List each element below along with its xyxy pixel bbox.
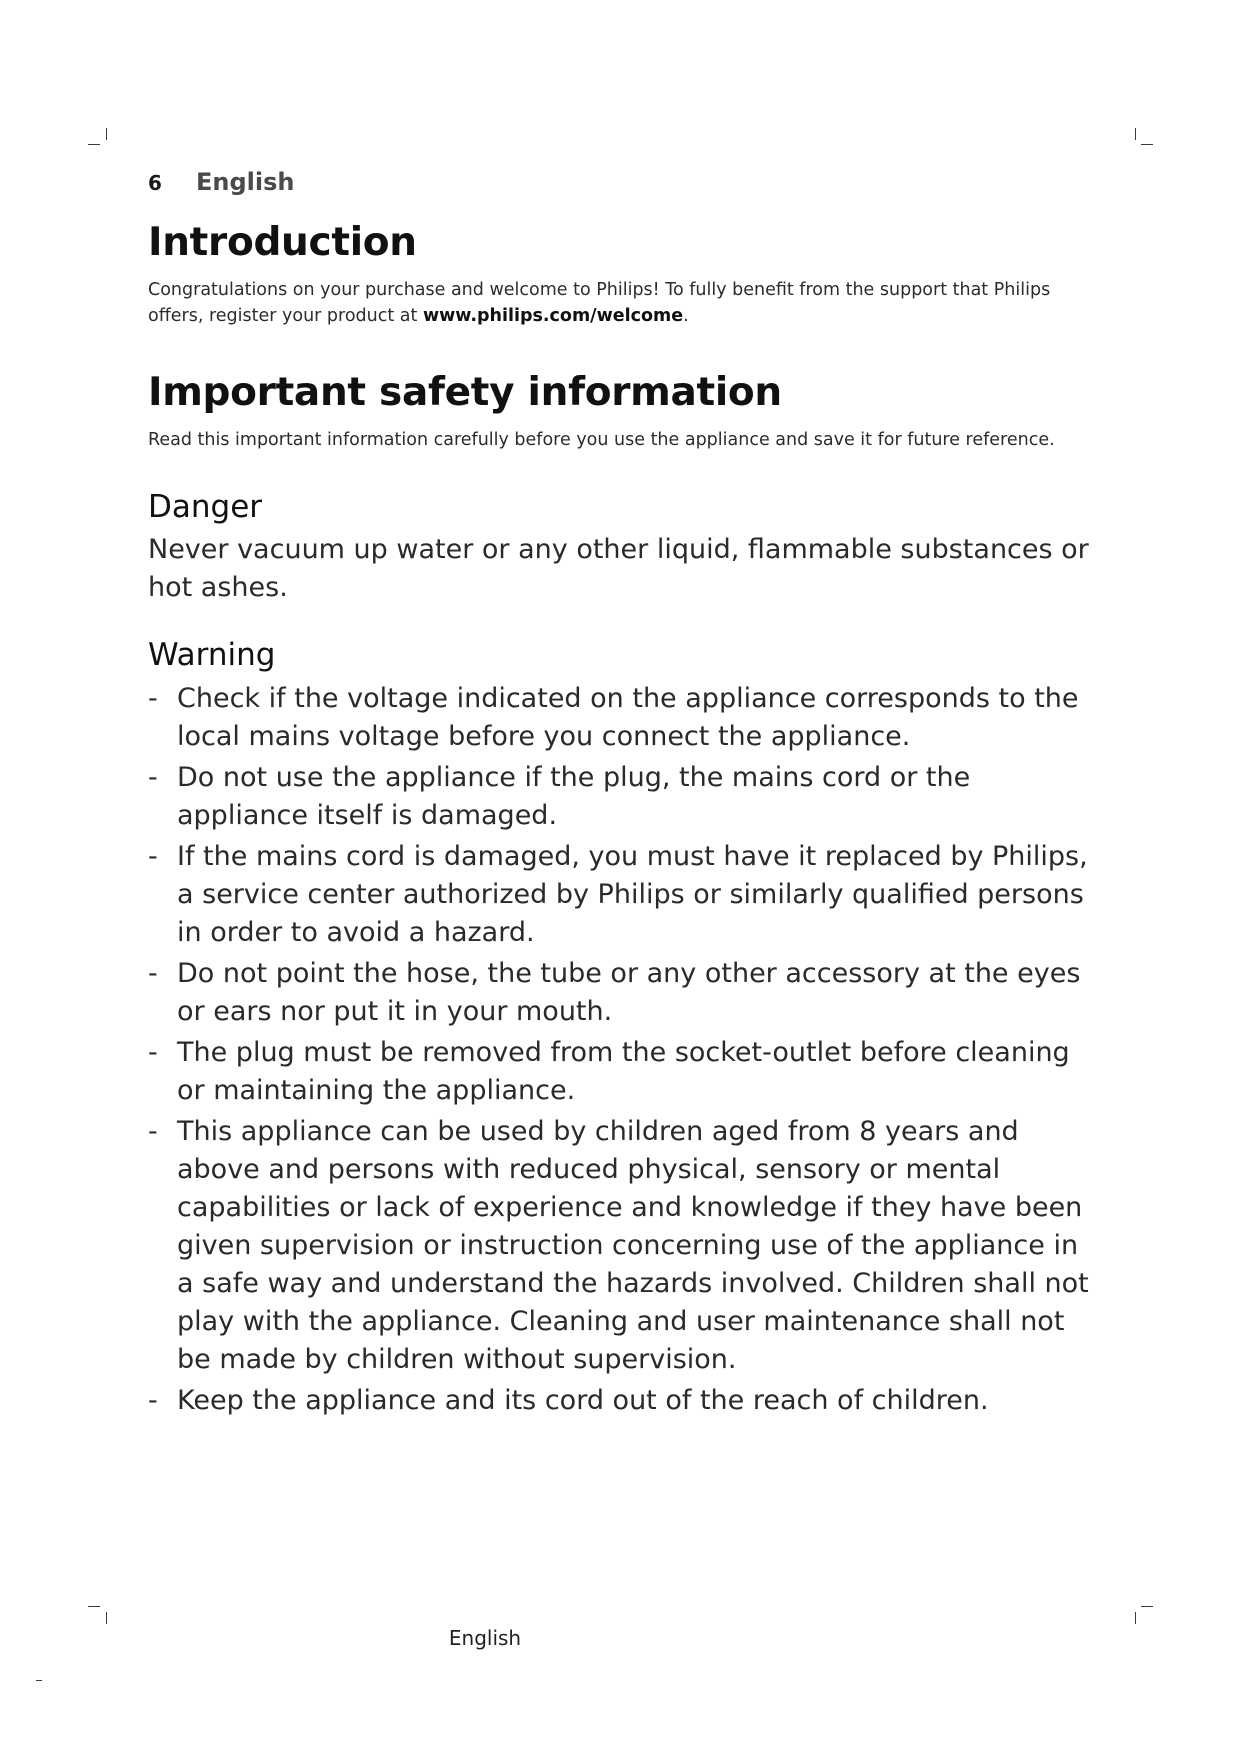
warning-item: - Do not point the hose, the tube or any other accessory at the eyes or ears nor put it in your mouth. (148, 955, 1098, 1031)
crop-mark-top-right-h (1141, 144, 1153, 145)
introduction-text (148, 277, 1098, 329)
crop-mark-bottom-right-h (1141, 1606, 1153, 1607)
safety-title: Important safety information (148, 370, 782, 415)
warning-item: - This appliance can be used by children aged from 8 years and above and persons with reduced physical, sensory or mental capabilities or lack of experience and knowledge if they have been given supervision or instruction concerning use of the appliance in a safe way and understand the hazards involved. Children shall not play with the appliance. Cleaning and user maintenance shall not be made by children without supervision. (148, 1113, 1098, 1379)
crop-mark-bottom-left-h (88, 1606, 100, 1607)
header-language: English (196, 168, 295, 196)
warning-item: - Check if the voltage indicated on the appliance corresponds to the local mains voltage before you connect the appliance. (148, 680, 1098, 756)
crop-mark-top-right-v (1135, 128, 1136, 140)
crop-mark-bottom-right-v (1135, 1612, 1136, 1624)
safety-intro: Read this important information carefully before you use the appliance and save it for future reference. (148, 430, 1055, 450)
introduction-title: Introduction (148, 220, 417, 265)
page-header (148, 168, 294, 198)
crop-mark-top-left-v (106, 128, 107, 140)
page-content (148, 217, 1098, 1420)
crop-mark-bottom-left-v (106, 1612, 107, 1624)
warning-item: - The plug must be removed from the socket-outlet before cleaning or maintaining the appliance. (148, 1034, 1098, 1110)
page-footer-language: English (448, 1626, 522, 1650)
warning-item: - If the mains cord is damaged, you must have it replaced by Philips, a service center authorized by Philips or similarly qualified persons in order to avoid a hazard. (148, 838, 1098, 952)
philips-welcome-link[interactable]: www.philips.com/welcome (422, 306, 684, 326)
introduction-text-lead: Congratulations on your purchase and welcome to Philips! To fully benefit from the support that Philips offers, register your product at (148, 280, 1051, 326)
danger-text: Never vacuum up water or any other liquid, flammable substances or hot ashes. (148, 534, 1089, 603)
page-number: 6 (148, 171, 162, 195)
crop-mark-bottom-outer (36, 1680, 42, 1681)
warning-item: - Keep the appliance and its cord out of the reach of children. (148, 1382, 1098, 1420)
warning-heading: Warning (148, 637, 276, 673)
danger-heading: Danger (148, 489, 263, 525)
warning-item: - Do not use the appliance if the plug, the mains cord or the appliance itself is damaged. (148, 759, 1098, 835)
warning-list (148, 680, 1098, 1420)
crop-mark-top-left-h (88, 144, 100, 145)
introduction-text-end: . (683, 306, 689, 326)
